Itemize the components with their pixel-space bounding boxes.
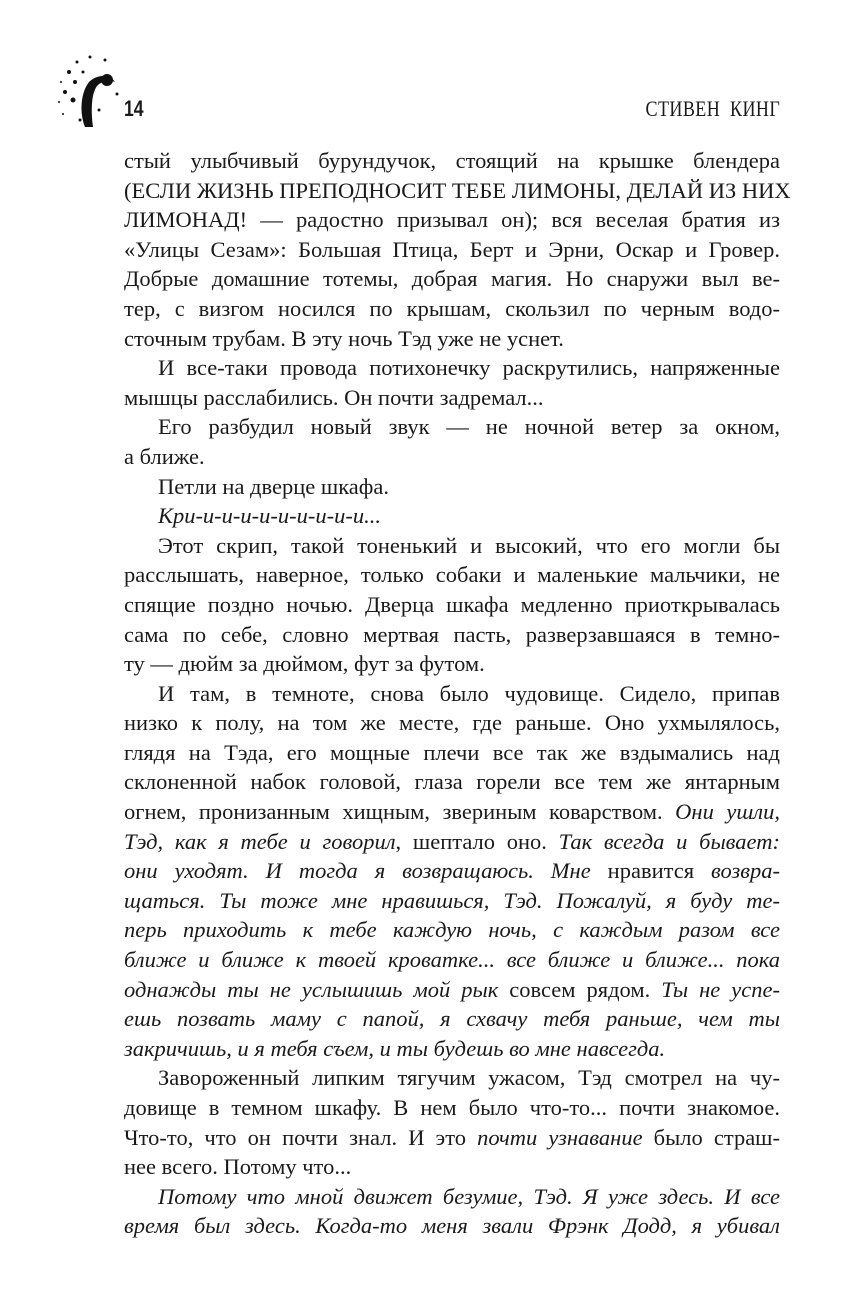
italic-text: однажды ты не услышишь мой рык xyxy=(124,976,499,1002)
text-segment: Этот скрип, такой тоненький и высокий, что его могли бы xyxy=(158,532,780,558)
italic-text: перь приходить к тебе каждую ночь, с каждым разом все xyxy=(124,917,780,943)
text-line xyxy=(124,1063,780,1093)
text-line xyxy=(124,176,791,206)
page-number: 14 xyxy=(124,96,144,121)
text-segment: ЛИМОНАД! — радостно призывал он); вся веселая братия из xyxy=(124,207,780,233)
italic-text: Тэд, как я тебе и говорил xyxy=(124,828,396,854)
italic-text: Так всегда и бывает: xyxy=(558,828,780,854)
text-line xyxy=(124,205,780,235)
text-line xyxy=(124,442,780,472)
text-line xyxy=(124,649,780,679)
page-body-text xyxy=(124,146,791,1241)
text-line xyxy=(124,353,780,383)
text-line xyxy=(124,827,780,857)
italic-text: Ты не успе- xyxy=(661,976,780,1002)
text-line xyxy=(124,412,780,442)
text-line xyxy=(124,767,780,797)
text-line xyxy=(124,738,780,768)
italic-text: возвра- xyxy=(711,858,780,884)
italic-text: почти узнавание xyxy=(477,1124,643,1150)
text-line xyxy=(124,560,780,590)
text-segment: Его разбудил новый звук — не ночной ветер за окном, xyxy=(158,414,780,440)
text-line xyxy=(124,531,780,561)
text-segment: низко к полу, на том же месте, где раньше. Оно ухмылялось, xyxy=(124,710,780,736)
text-line xyxy=(124,1152,780,1182)
running-head-author: СТИВЕН КИНГ xyxy=(645,96,780,121)
ink-splatter-logo-icon xyxy=(55,52,125,132)
text-line xyxy=(124,945,780,975)
text-line xyxy=(124,1182,780,1212)
italic-text: они уходят. И тогда я возвращаюсь. Мне xyxy=(124,858,591,884)
text-line xyxy=(124,1211,780,1241)
text-segment: расслышать, наверное, только собаки и маленькие мальчики, не xyxy=(124,562,780,588)
text-segment: И там, в темноте, снова было чудовище. Сидело, припав xyxy=(158,680,780,706)
text-line xyxy=(124,1123,780,1153)
italic-text: ешь позвать маму с папой, я схвачу тебя раньше, чем ты xyxy=(124,1006,780,1032)
text-line xyxy=(124,324,780,354)
text-segment: , шептало оно. xyxy=(395,828,559,854)
text-segment: огнем, пронизанным хищным, звериным коварством. xyxy=(124,799,676,825)
text-segment: нравится xyxy=(590,858,712,884)
text-segment: ту — дюйм за дюймом, фут за футом. xyxy=(124,651,485,677)
text-segment: а ближе. xyxy=(124,443,205,469)
text-segment: Что-то, что он почти знал. И это xyxy=(124,1124,478,1150)
text-segment: мышцы расслабились. Он почти задремал... xyxy=(124,384,544,410)
text-segment: склоненной набок головой, глаза горели все тем же янтарным xyxy=(124,769,780,795)
italic-text: щаться. Ты тоже мне нравишься, Тэд. Пожалуй, я буду те- xyxy=(124,887,780,913)
italic-text: Они ушли, xyxy=(675,799,780,825)
text-line xyxy=(124,679,780,709)
italic-text: закричишь, и я тебя съем, и ты будешь во мне навсегда. xyxy=(124,1035,666,1061)
text-line xyxy=(124,1034,780,1064)
text-segment: тер, с визгом носился по крышам, скользил по черным водо- xyxy=(124,295,780,321)
text-segment: довище в темном шкафу. В нем было что-то... почти знакомое. xyxy=(124,1095,780,1120)
text-segment: Завороженный липким тягучим ужасом, Тэд смотрел на чу- xyxy=(158,1065,780,1091)
text-line xyxy=(124,915,780,945)
text-line xyxy=(124,620,780,650)
text-segment: Петли на дверце шкафа. xyxy=(158,473,389,499)
text-line xyxy=(124,797,780,827)
text-line xyxy=(124,501,780,531)
text-segment: стый улыбчивый бурундучок, стоящий на крышке блендера xyxy=(124,148,780,173)
text-segment: глядя на Тэда, его мощные плечи все так же вздымались над xyxy=(124,739,780,765)
text-line xyxy=(124,708,780,738)
text-segment: И все-таки провода потихонечку раскрутились, напряженные xyxy=(158,355,780,381)
text-line xyxy=(124,856,780,886)
text-segment: (ЕСЛИ ЖИЗНЬ ПРЕПОДНОСИТ ТЕБЕ ЛИМОНЫ, ДЕЛАЙ ИЗ НИХ xyxy=(124,177,791,203)
text-line xyxy=(124,1004,780,1034)
text-segment: сточным трубам. В эту ночь Тэд уже не уснет. xyxy=(124,325,564,351)
text-line xyxy=(124,975,780,1005)
text-segment: сама по себе, словно мертвая пасть, разверзавшаяся в темно- xyxy=(124,621,780,647)
italic-text: ближе и ближе к твоей кроватке... все ближе и ближе... пока xyxy=(124,947,780,973)
text-segment: Добрые домашние тотемы, добрая магия. Но снаружи выл ве- xyxy=(124,266,780,292)
text-segment: нее всего. Потому что... xyxy=(124,1154,352,1180)
text-line xyxy=(124,264,780,294)
text-line xyxy=(124,472,780,502)
italic-text: Кри-и-и-и-и-и-и-и-и-и... xyxy=(158,503,382,529)
text-line xyxy=(124,590,780,620)
text-line xyxy=(124,886,780,916)
text-line xyxy=(124,1093,780,1123)
text-line xyxy=(124,294,780,324)
italic-text: время был здесь. Когда-то меня звали Фрэнк Додд, я убивал xyxy=(124,1213,780,1239)
text-segment: спящие поздно ночью. Дверца шкафа медленно приоткрывалась xyxy=(124,591,780,617)
italic-text: Потому что мной движет безумие, Тэд. Я уже здесь. И все xyxy=(158,1183,780,1209)
text-segment: «Улицы Сезам»: Большая Птица, Берт и Эрни, Оскар и Гровер. xyxy=(124,236,780,262)
text-segment: было страш- xyxy=(642,1124,781,1150)
text-line xyxy=(124,383,780,413)
text-line xyxy=(124,146,780,176)
text-segment: совсем рядом. xyxy=(498,976,662,1002)
text-line xyxy=(124,235,780,265)
